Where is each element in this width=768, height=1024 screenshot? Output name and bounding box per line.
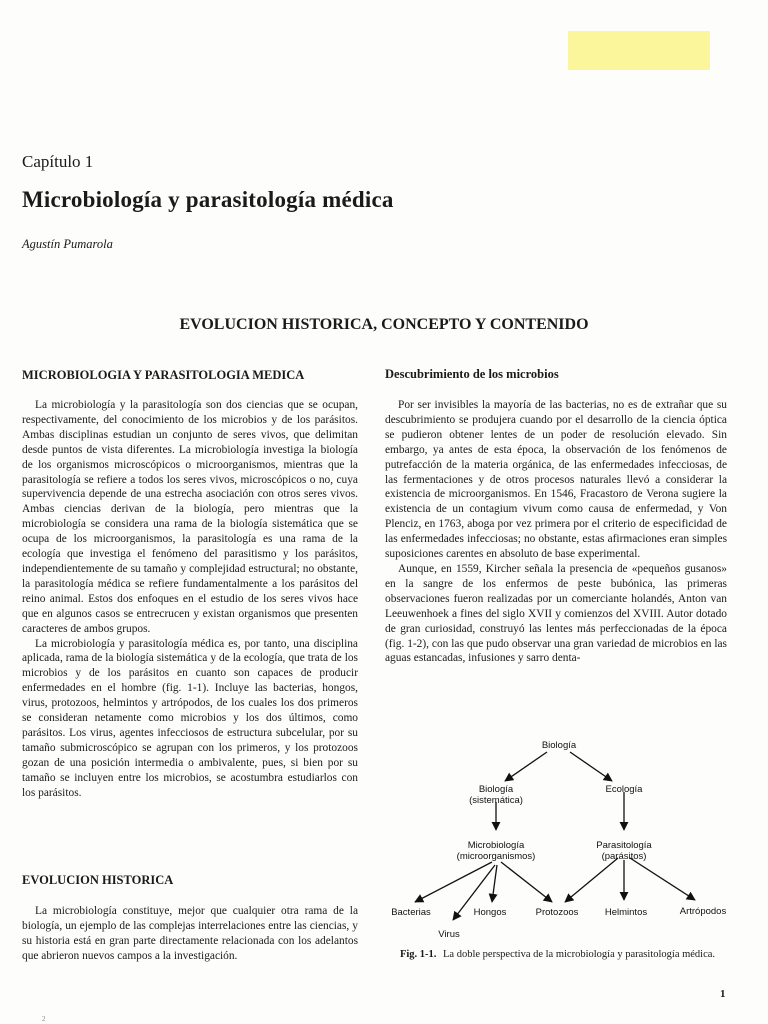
diagram-root: Biología [541, 740, 577, 751]
arrow-para-artropodos [630, 858, 695, 900]
corner-mark: 2 [42, 1015, 46, 1023]
diagram-leaf-protozoos: Protozoos [535, 907, 579, 918]
diagram-para-line2: (parásitos) [601, 851, 647, 862]
arrow-root-left [505, 752, 547, 781]
figure-1-1-diagram [385, 730, 735, 945]
diagram-leaf-artropodos: Artrópodos [679, 906, 727, 917]
page-number: 1 [720, 988, 726, 1000]
diagram-leaf-bacterias: Bacterias [391, 907, 431, 918]
arrow-micro-protozoos [501, 862, 552, 902]
paragraph: La microbiología constituye, mejor que cualquier otra rama de la biología, un ejemplo de las complejas interrelaciones entre las ciencias, y su historia está en gran parte directamente relacionada con los adelantos que abrieron nuevos campos a la investigación. [22, 905, 358, 962]
right-heading-descubrimiento: Descubrimiento de los microbios [385, 367, 559, 381]
left-heading-evolucion: EVOLUCION HISTORICA [22, 873, 174, 887]
chapter-title: Microbiología y parasitología médica [22, 187, 394, 212]
arrow-micro-bacterias [415, 862, 492, 902]
left-body-intro [22, 398, 358, 800]
chapter-label: Capítulo 1 [22, 152, 94, 171]
paragraph: La microbiología y parasitología médica es, por tanto, una disciplina aplicada, rama de la biología sistemática y de la ecología, que trata de los microbios y de los parásitos en cuanto son capaces de producir enfermedades en el hombre (fig. 1-1). Incluye las bacterias, hongos, virus, protozoos, helmintos y artrópodos, de los cuales los dos primeros se consideran netamente como microbios y los dos últimos, como parásitos. Los virus, agentes infecciosos de estructura subcelular, por su tamaño submicroscópico se agrupan con los primeros, y los protozoos gozan de una posición intermedia o ambivalente, pues, si bien por su tamaño se incluyen entre los microbios, se acostumbra estudiarlos con los parásitos. [22, 637, 358, 799]
diagram-micro-line2: (microorganismos) [456, 851, 536, 862]
diagram-left-line2: (sistemática) [469, 795, 523, 806]
caption-label: Fig. 1-1. [399, 949, 437, 960]
paragraph: Aunque, en 1559, Kircher señala la presencia de «pequeños gusanos» en la sangre de los enfermos de peste bubónica, las primeras observaciones fueron realizadas por un comerciante holandés, Anton van Leeuwenhoek a fines del siglo XVII y comienzos del XVIII. Autor dotado de gran curiosidad, construyó las lentes más perfeccionadas de la época (fig. 1-2), con las que pudo observar una gran variedad de microbios en las aguas estancadas, infusiones y sarro denta- [385, 562, 727, 665]
paragraph: La microbiología y la parasitología son dos ciencias que se ocupan, respectivamente, del conocimiento de los microbios y de los parásitos. Ambas disciplinas estudian un conjunto de seres vivos, que delimitan desde puntos de vista diferentes. La microbiología investiga la biología de los organismos microscópicos o microorganismos, mientras que la parasitología se refiere a todos los seres vivos, microscópicos o no, cuya supervivencia depende de una estrecha asociación con otros seres vivos. Ambas ciencias derivan de la biología, pero mientras que la microbiología se considera una rama de la biología sistemática que se ocupa de los microorganismos, la parasitología es una rama de la ecología que investiga el fenómeno del parasitismo y los parásitos, independientemente de su tamaño y complejidad estructural; no obstante, la parasitología médica se refiere fundamentalmente a los parásitos del reino animal. Estos dos enfoques en el estudio de los seres vivos hace que en algunos casos se entrecrucen y existan organismos que presenten caracteres de ambos grupos. [22, 399, 358, 635]
diagram-leaf-helmintos: Helmintos [604, 907, 648, 918]
figure-caption [385, 948, 730, 961]
diagram-leaf-virus: Virus [438, 929, 460, 940]
diagram-micro-line1: Microbiología [467, 840, 525, 851]
diagram-right: Ecología [605, 784, 643, 795]
arrow-para-protozoos [565, 858, 618, 902]
arrow-micro-hongos [492, 865, 497, 902]
caption-text: La doble perspectiva de la microbiología y parasitología médica. [443, 949, 716, 960]
paragraph: Por ser invisibles la mayoría de las bacterias, no es de extrañar que su descubrimiento se produjera cuando por el desarrollo de la ciencia óptica se pudieron obtener lentes de un poder de resolución elevado. Sin embargo, ya antes de esta época, la observación de los fenómenos de putrefacción de la materia orgánica, de las enfermedades infecciosas, de las fermentaciones y de otros procesos naturales llevó a considerar la existencia de microorganismos. En 1546, Fracastoro de Verona sugiere la existencia de un contagium vivum como causa de enfermedad, y Von Plenciz, en 1763, aboga por vez primera por el criterio de especificidad de las enfermedades infecciosas; no obstante, estas afirmaciones eran simples suposiciones carentes en absoluto de base experimental. [385, 399, 727, 561]
diagram-leaf-hongos: Hongos [473, 907, 507, 918]
arrow-root-right [570, 752, 612, 781]
left-heading-microbiologia: MICROBIOLOGIA Y PARASITOLOGIA MEDICA [22, 368, 305, 382]
diagram-para-line1: Parasitología [596, 840, 652, 851]
diagram-left-line1: Biología [478, 784, 514, 795]
section-heading: EVOLUCION HISTORICA, CONCEPTO Y CONTENIDO [179, 316, 589, 333]
left-body-evolucion [22, 904, 358, 964]
chapter-author: Agustín Pumarola [22, 237, 113, 251]
right-body-descubrimiento [385, 398, 727, 666]
highlight-annotation [568, 31, 710, 70]
